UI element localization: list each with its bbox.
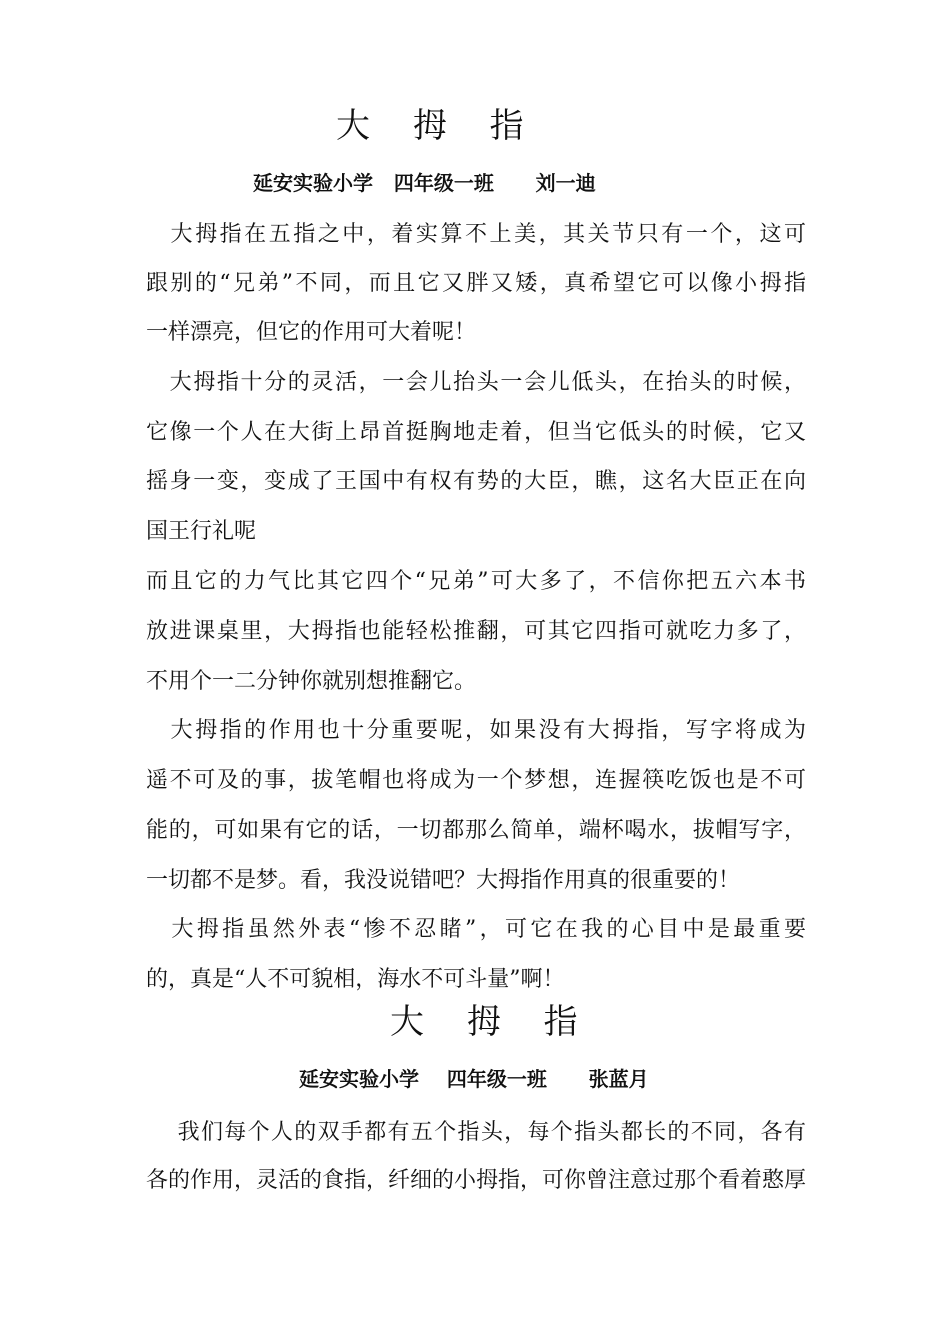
essay1-line: 跟别的“兄弟”不同，而且它又胖又矮，真希望它可以像小拇指 xyxy=(146,271,806,296)
essay1-title: 大 拇 指 xyxy=(336,106,540,146)
essay1-line: 放进课桌里，大拇指也能轻松推翻，可其它四指可就吃力多了， xyxy=(146,619,806,644)
essay2-line: 我们每个人的双手都有五个指头，每个指头都长的不同，各有 xyxy=(146,1120,806,1145)
essay2-title: 大 拇 指 xyxy=(390,1002,594,1042)
essay1-byline: 延安实验小学 四年级一班 刘一迪 xyxy=(253,171,596,195)
essay2-byline: 延安实验小学 四年级一班 张蓝月 xyxy=(299,1067,649,1091)
essay1-line: 国王行礼呢 xyxy=(146,519,257,544)
essay1-line: 大拇指的作用也十分重要呢，如果没有大拇指，写字将成为 xyxy=(146,718,806,743)
essay1-line: 大拇指在五指之中，着实算不上美，其关节只有一个，这可 xyxy=(146,222,806,247)
essay1-line: 一样漂亮，但它的作用可大着呢！ xyxy=(146,320,477,345)
essay1-line: 而且它的力气比其它四个“兄弟”可大多了，不信你把五六本书 xyxy=(146,569,806,594)
essay1-line: 大拇指十分的灵活，一会儿抬头一会儿低头，在抬头的时候， xyxy=(146,370,806,395)
essay2-line: 各的作用，灵活的食指，纤细的小拇指，可你曾注意过那个看着憨厚 xyxy=(146,1168,807,1193)
essay1-line: 大拇指虽然外表“惨不忍睹”，可它在我的心目中是最重要 xyxy=(146,917,806,942)
essay1-line: 摇身一变，变成了王国中有权有势的大臣，瞧，这名大臣正在向 xyxy=(146,469,806,494)
essay1-line: 一切都不是梦。看，我没说错吧？大拇指作用真的很重要的！ xyxy=(146,868,741,893)
essay1-line: 遥不可及的事，拔笔帽也将成为一个梦想，连握筷吃饭也是不可 xyxy=(146,768,806,793)
essay1-line: 能的，可如果有它的话，一切都那么简单，端杯喝水，拔帽写字， xyxy=(146,818,806,843)
essay1-line: 它像一个人在大街上昂首挺胸地走着，但当它低头的时候，它又 xyxy=(146,420,806,445)
essay1-line: 的，真是“人不可貌相，海水不可斗量”啊！ xyxy=(146,967,565,992)
essay1-line: 不用个一二分钟你就别想推翻它。 xyxy=(146,669,477,694)
